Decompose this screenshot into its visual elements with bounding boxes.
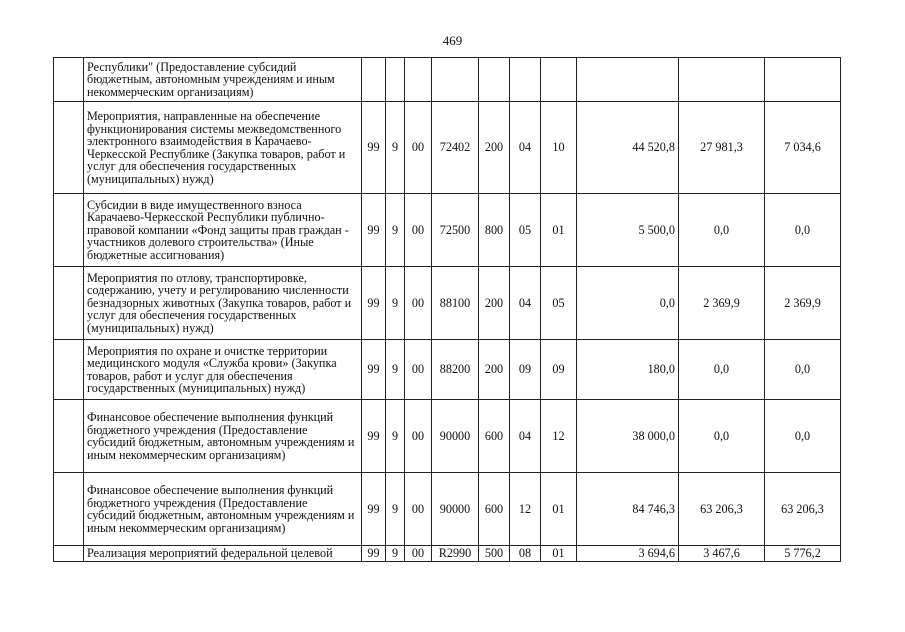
code-cell-c3: 00: [405, 267, 432, 340]
amount-cell-a2: 63 206,3: [679, 473, 765, 546]
amount-cell-a1: 180,0: [577, 340, 679, 400]
code-cell-c5: 600: [479, 400, 510, 473]
row-number-cell: [54, 58, 84, 102]
code-cell-c6: 12: [510, 473, 541, 546]
code-cell-c1: [362, 58, 386, 102]
row-number-cell: [54, 102, 84, 194]
code-cell-c2: [386, 58, 405, 102]
code-cell-c1: 99: [362, 340, 386, 400]
code-cell-c6: 04: [510, 267, 541, 340]
code-cell-c2: 9: [386, 102, 405, 194]
code-cell-c7: [541, 58, 577, 102]
code-cell-c1: 99: [362, 194, 386, 267]
row-description: Финансовое обеспечение выполнения функций бюджетного учреждения (Предоставление субсидий бюджетным, автономным учреждениям и иным некоммерческим организациям): [84, 473, 362, 546]
amount-cell-a1: 5 500,0: [577, 194, 679, 267]
code-cell-c7: 12: [541, 400, 577, 473]
code-cell-c4: 72500: [432, 194, 479, 267]
amount-cell-a1: 84 746,3: [577, 473, 679, 546]
code-cell-c4: [432, 58, 479, 102]
row-number-cell: [54, 473, 84, 546]
code-cell-c4: R2990: [432, 546, 479, 562]
row-description: Субсидии в виде имущественного взноса Карачаево-Черкесской Республики публично-правовой компании «Фонд защиты прав граждан - участников долевого строительства» (Иные бюджетные ассигнования): [84, 194, 362, 267]
code-cell-c2: 9: [386, 400, 405, 473]
code-cell-c3: 00: [405, 102, 432, 194]
table-row: [54, 194, 841, 267]
row-number-cell: [54, 546, 84, 562]
amount-cell-a2: 3 467,6: [679, 546, 765, 562]
row-description: Мероприятия, направленные на обеспечение функционирования системы межведомственного электронного взаимодействия в Карачаево-Черкесской Республике (Закупка товаров, работ и услуг для обеспечения государственных (муниципальных) нужд): [84, 102, 362, 194]
code-cell-c1: 99: [362, 102, 386, 194]
code-cell-c5: [479, 58, 510, 102]
code-cell-c1: 99: [362, 267, 386, 340]
amount-cell-a1: 3 694,6: [577, 546, 679, 562]
row-description: Реализация мероприятий федеральной целевой: [84, 546, 362, 562]
code-cell-c3: [405, 58, 432, 102]
budget-table: [53, 57, 841, 562]
row-number-cell: [54, 400, 84, 473]
amount-cell-a2: [679, 58, 765, 102]
amount-cell-a3: 0,0: [765, 194, 841, 267]
amount-cell-a1: 0,0: [577, 267, 679, 340]
table-row: [54, 340, 841, 400]
code-cell-c6: 05: [510, 194, 541, 267]
amount-cell-a3: 0,0: [765, 340, 841, 400]
amount-cell-a2: 27 981,3: [679, 102, 765, 194]
table-row: [54, 102, 841, 194]
code-cell-c7: 01: [541, 546, 577, 562]
code-cell-c2: 9: [386, 340, 405, 400]
code-cell-c5: 200: [479, 267, 510, 340]
page-number: 469: [442, 33, 463, 48]
amount-cell-a2: 0,0: [679, 194, 765, 267]
table-row: [54, 400, 841, 473]
code-cell-c2: 9: [386, 473, 405, 546]
row-number-cell: [54, 194, 84, 267]
code-cell-c5: 600: [479, 473, 510, 546]
code-cell-c7: 01: [541, 194, 577, 267]
code-cell-c7: 10: [541, 102, 577, 194]
code-cell-c3: 00: [405, 340, 432, 400]
code-cell-c6: 09: [510, 340, 541, 400]
amount-cell-a3: 63 206,3: [765, 473, 841, 546]
code-cell-c6: 04: [510, 400, 541, 473]
code-cell-c4: 88100: [432, 267, 479, 340]
code-cell-c7: 05: [541, 267, 577, 340]
code-cell-c4: 72402: [432, 102, 479, 194]
code-cell-c4: 88200: [432, 340, 479, 400]
code-cell-c1: 99: [362, 400, 386, 473]
code-cell-c2: 9: [386, 546, 405, 562]
amount-cell-a3: [765, 58, 841, 102]
row-number-cell: [54, 340, 84, 400]
table-row: [54, 58, 841, 102]
amount-cell-a2: 0,0: [679, 400, 765, 473]
code-cell-c2: 9: [386, 194, 405, 267]
amount-cell-a3: 0,0: [765, 400, 841, 473]
code-cell-c3: 00: [405, 546, 432, 562]
code-cell-c7: 01: [541, 473, 577, 546]
code-cell-c3: 00: [405, 194, 432, 267]
amount-cell-a1: 44 520,8: [577, 102, 679, 194]
code-cell-c6: [510, 58, 541, 102]
row-number-cell: [54, 267, 84, 340]
code-cell-c1: 99: [362, 546, 386, 562]
code-cell-c5: 800: [479, 194, 510, 267]
code-cell-c1: 99: [362, 473, 386, 546]
code-cell-c3: 00: [405, 400, 432, 473]
amount-cell-a3: 2 369,9: [765, 267, 841, 340]
row-description: Мероприятия по охране и очистке территории медицинского модуля «Служба крови» (Закупка товаров, работ и услуг для обеспечения государственных (муниципальных) нужд): [84, 340, 362, 400]
amount-cell-a1: [577, 58, 679, 102]
amount-cell-a3: 5 776,2: [765, 546, 841, 562]
row-description: Мероприятия по отлову, транспортировке, содержанию, учету и регулированию численности безнадзорных животных (Закупка товаров, работ и услуг для обеспечения государственных (муниципальных) нужд): [84, 267, 362, 340]
table-row: [54, 267, 841, 340]
code-cell-c6: 08: [510, 546, 541, 562]
amount-cell-a2: 2 369,9: [679, 267, 765, 340]
code-cell-c6: 04: [510, 102, 541, 194]
code-cell-c5: 200: [479, 102, 510, 194]
amount-cell-a2: 0,0: [679, 340, 765, 400]
table-row: [54, 473, 841, 546]
row-description: Республики" (Предоставление субсидий бюджетным, автономным учреждениям и иным некоммерческим организациям): [84, 58, 362, 102]
amount-cell-a1: 38 000,0: [577, 400, 679, 473]
row-description: Финансовое обеспечение выполнения функций бюджетного учреждения (Предоставление субсидий бюджетным, автономным учреждениям и иным некоммерческим организациям): [84, 400, 362, 473]
code-cell-c7: 09: [541, 340, 577, 400]
code-cell-c4: 90000: [432, 400, 479, 473]
amount-cell-a3: 7 034,6: [765, 102, 841, 194]
code-cell-c4: 90000: [432, 473, 479, 546]
table-row: [54, 546, 841, 562]
code-cell-c5: 500: [479, 546, 510, 562]
code-cell-c5: 200: [479, 340, 510, 400]
code-cell-c3: 00: [405, 473, 432, 546]
code-cell-c2: 9: [386, 267, 405, 340]
